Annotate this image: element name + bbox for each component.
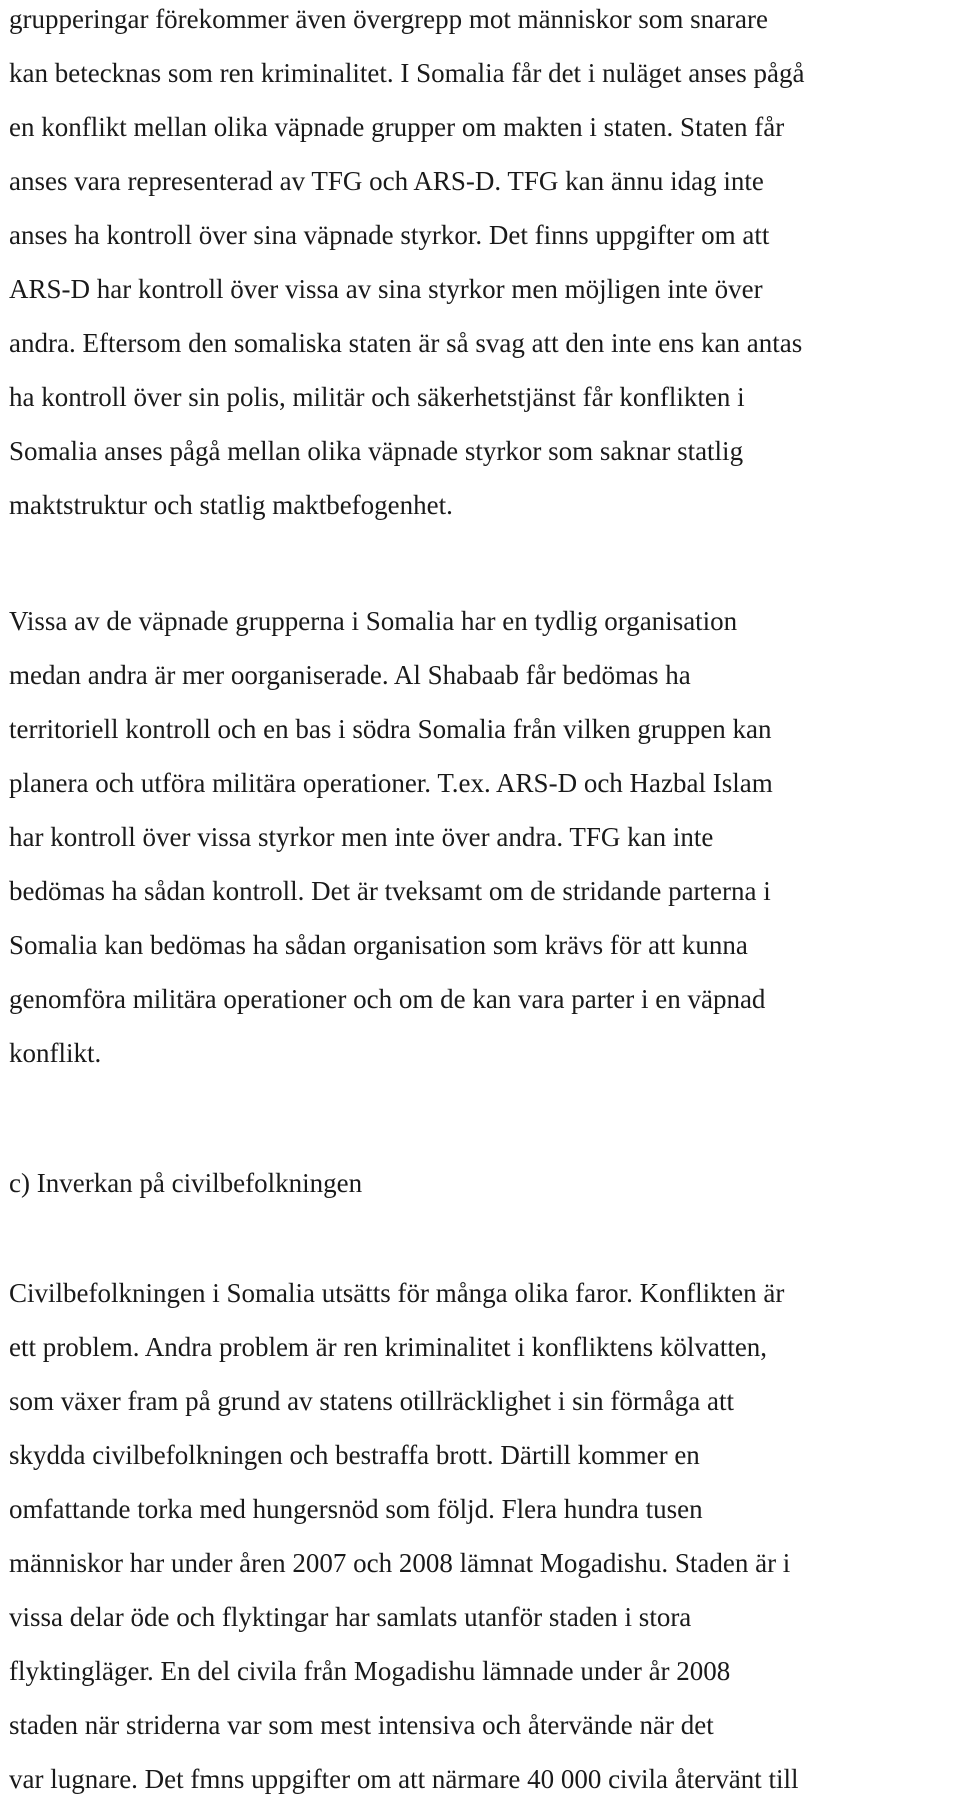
text-line: ARS-D har kontroll över vissa av sina styrkor men möjligen inte över: [9, 274, 763, 304]
text-line: genomföra militära operationer och om de kan vara parter i en väpnad: [9, 984, 766, 1014]
text-line: omfattande torka med hungersnöd som följd. Flera hundra tusen: [9, 1494, 703, 1524]
text-line: skydda civilbefolkningen och bestraffa brott. Därtill kommer en: [9, 1440, 700, 1470]
text-line: ha kontroll över sin polis, militär och säkerhetstjänst får konflikten i: [9, 382, 745, 412]
paragraph-organisation: [9, 604, 957, 1090]
text-line: som växer fram på grund av statens otillräcklighet i sin förmåga att: [9, 1386, 735, 1416]
text-line: Civilbefolkningen i Somalia utsätts för många olika faror. Konflikten är: [9, 1278, 785, 1308]
text-line: en konflikt mellan olika väpnade grupper om makten i staten. Staten får: [9, 112, 785, 142]
text-line: maktstruktur och statlig maktbefogenhet.: [9, 490, 453, 520]
section-heading: [9, 1166, 957, 1220]
text-line: flyktingläger. En del civila från Mogadishu lämnade under år 2008: [9, 1656, 731, 1686]
paragraph-civilians: [9, 1276, 957, 1811]
text-line: kan betecknas som ren kriminalitet. I Somalia får det i nuläget anses pågå: [9, 58, 805, 88]
text-line: konflikt.: [9, 1038, 102, 1068]
text-line: andra. Eftersom den somaliska staten är så svag att den inte ens kan antas: [9, 328, 803, 358]
text-line: anses ha kontroll över sina väpnade styrkor. Det finns uppgifter om att: [9, 220, 770, 250]
text-line: var lugnare. Det fmns uppgifter om att närmare 40 000 civila återvänt till: [9, 1764, 799, 1794]
text-line: grupperingar förekommer även övergrepp mot människor som snarare: [9, 4, 769, 34]
text-line: Vissa av de väpnade grupperna i Somalia har en tydlig organisation: [9, 606, 738, 636]
text-line: människor har under åren 2007 och 2008 lämnat Mogadishu. Staden är i: [9, 1548, 791, 1578]
paragraph-armed-groups: [9, 2, 957, 542]
text-line: ett problem. Andra problem är ren kriminalitet i konfliktens kölvatten,: [9, 1332, 768, 1362]
text-line: Somalia anses pågå mellan olika väpnade styrkor som saknar statlig: [9, 436, 744, 466]
text-line: anses vara representerad av TFG och ARS-D. TFG kan ännu idag inte: [9, 166, 764, 196]
text-line: medan andra är mer oorganiserade. Al Shabaab får bedömas ha: [9, 660, 691, 690]
text-line: territoriell kontroll och en bas i södra Somalia från vilken gruppen kan: [9, 714, 772, 744]
text-line: staden när striderna var som mest intensiva och återvände när det: [9, 1710, 714, 1740]
text-line: Somalia kan bedömas ha sådan organisation som krävs för att kunna: [9, 930, 748, 960]
text-line: vissa delar öde och flyktingar har samlats utanför staden i stora: [9, 1602, 692, 1632]
text-line: har kontroll över vissa styrkor men inte över andra. TFG kan inte: [9, 822, 714, 852]
text-line: planera och utföra militära operationer. T.ex. ARS-D och Hazbal Islam: [9, 768, 773, 798]
text-line: bedömas ha sådan kontroll. Det är tveksamt om de stridande parterna i: [9, 876, 771, 906]
heading-text: c) Inverkan på civilbefolkningen: [9, 1168, 363, 1198]
